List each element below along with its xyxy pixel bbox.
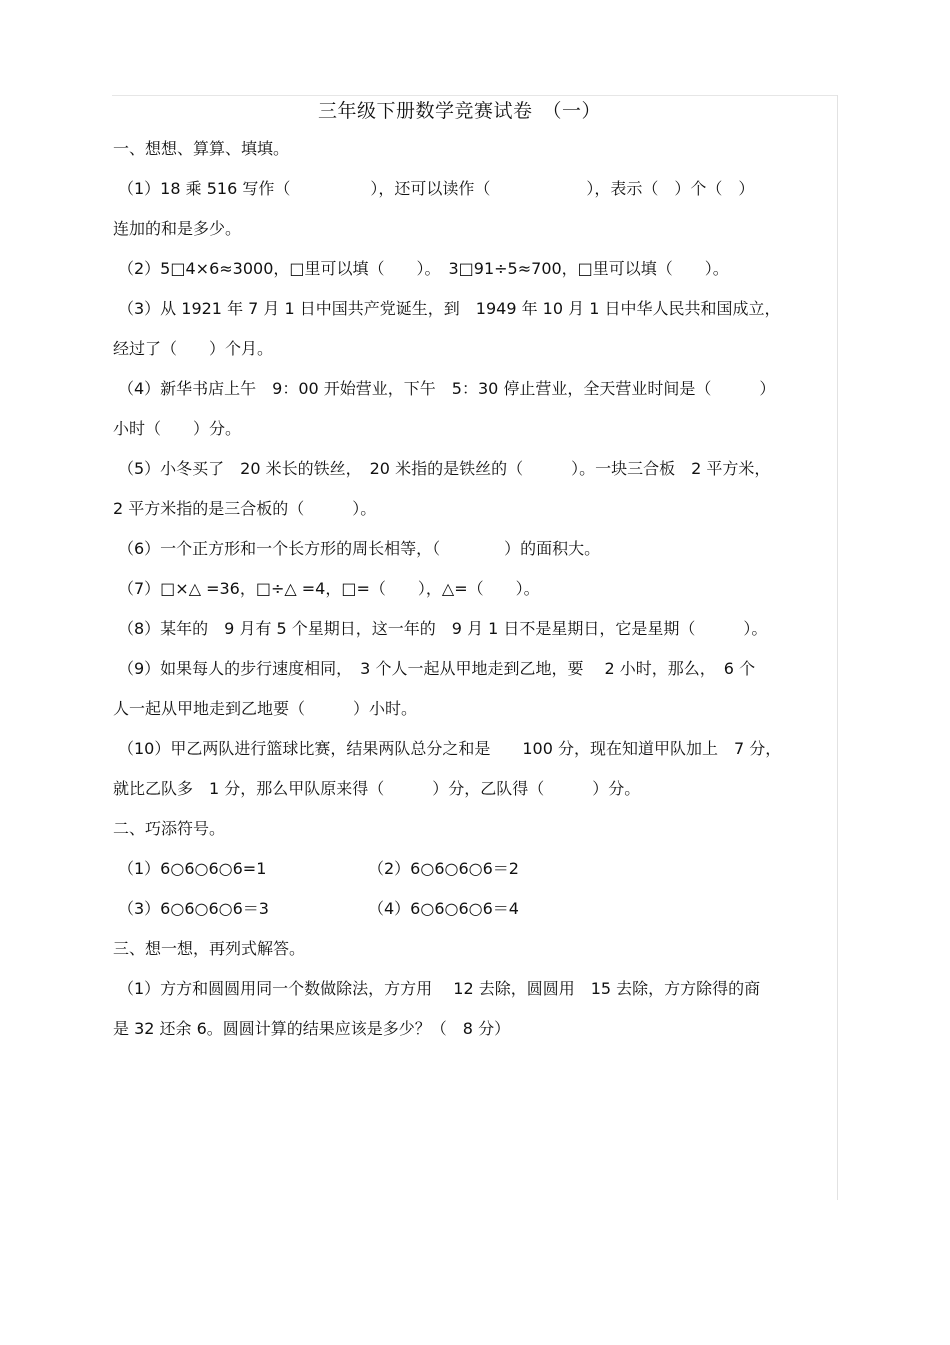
question-line: 经过了（ ）个月。 — [113, 339, 274, 358]
question-line: （6）一个正方形和一个长方形的周长相等，（ ）的面积大。 — [118, 539, 601, 558]
symbol-question-2: （2）6○6○6○6＝2 — [368, 859, 519, 878]
question-line: （3）从 1921 年 7 月 1 日中国共产党诞生，到 1949 年 10 月 1 日中华人民共和国成立， — [118, 299, 781, 318]
page-edge-right — [837, 95, 838, 1200]
question-line: （4）新华书店上午 9：00 开始营业，下午 5：30 停止营业，全天营业时间是（ ） — [118, 379, 776, 398]
question-line: （9）如果每人的步行速度相同， 3 个人一起从甲地走到乙地，要 2 小时，那么， 6 个 — [118, 659, 756, 678]
section-heading-2: 二、巧添符号。 — [113, 819, 226, 838]
symbol-question-1: （1）6○6○6○6=1 — [118, 859, 267, 878]
question-line: 连加的和是多少。 — [113, 219, 242, 238]
section-heading-1: 一、想想、算算、填填。 — [113, 139, 290, 158]
question-line: 是 32 还余 6。圆圆计算的结果应该是多少？（ 8 分） — [113, 1019, 511, 1038]
symbol-question-3: （3）6○6○6○6＝3 — [118, 899, 269, 918]
question-line: （10）甲乙两队进行篮球比赛，结果两队总分之和是 100 分，现在知道甲队加上 7 分， — [118, 739, 782, 758]
question-line: （1）18 乘 516 写作（ ），还可以读作（ ），表示（ ）个（ ） — [118, 179, 755, 198]
question-line: （8）某年的 9 月有 5 个星期日，这一年的 9 月 1 日不是星期日，它是星期（ ）。 — [118, 619, 768, 638]
question-line: 就比乙队多 1 分，那么甲队原来得（ ）分，乙队得（ ）分。 — [113, 779, 641, 798]
question-line: 人一起从甲地走到乙地要（ ）小时。 — [113, 699, 418, 718]
question-line: （5）小冬买了 20 米长的铁丝， 20 米指的是铁丝的（ ）。一块三合板 2 平方米， — [118, 459, 771, 478]
question-line: 2 平方米指的是三合板的（ ）。 — [113, 499, 377, 518]
question-line: （2）5□4×6≈3000，□里可以填（ ）。 3□91÷5≈700，□里可以填（ ）。 — [118, 259, 729, 278]
symbol-question-4: （4）6○6○6○6＝4 — [368, 899, 519, 918]
question-line: （7）□×△ =36，□÷△ =4，□=（ ），△=（ ）。 — [118, 579, 540, 598]
question-line: 小时（ ）分。 — [113, 419, 242, 438]
question-line: （1）方方和圆圆用同一个数做除法，方方用 12 去除，圆圆用 15 去除，方方除得的商 — [118, 979, 761, 998]
section-heading-3: 三、想一想，再列式解答。 — [113, 939, 306, 958]
page-title: 三年级下册数学竞赛试卷 （一） — [318, 100, 602, 122]
